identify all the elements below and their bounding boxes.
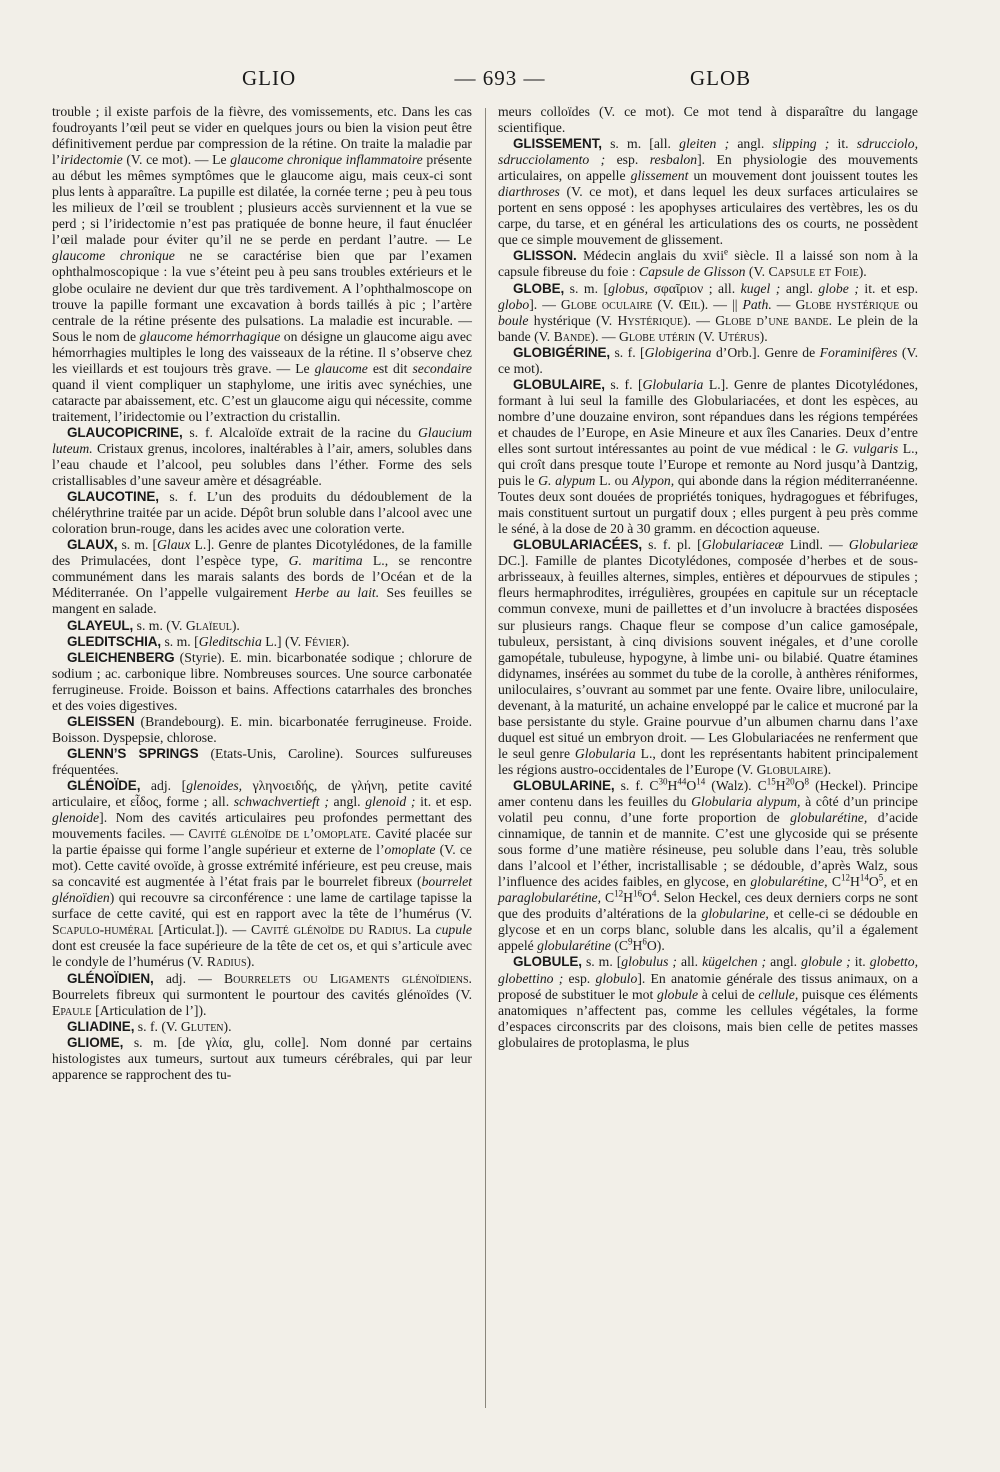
entry-text: [Articulat.]). — (153, 922, 251, 938)
italic-text: glenoides, (186, 777, 243, 793)
entry-text: (Walz). C (705, 777, 767, 793)
entry-text: (Styrie). E. min. bicarbonatée sodique ; chlorure de sodium ; ac. carbonique libre. Nombreuses sources. Une source carbonatée ferrugineuse. Froide. Boisson et bains. Affections catarrhales des bronches et des voies digestives. (52, 649, 472, 713)
italic-text: cupule (435, 922, 472, 938)
entry-text: s. m. [ (581, 954, 622, 970)
dictionary-entry (52, 971, 472, 1019)
entry-text: H (849, 874, 860, 890)
italic-text: secondaire (412, 360, 473, 376)
italic-text: Herbe au lait. (294, 585, 380, 601)
entry-text: O (794, 777, 805, 793)
entry-text: trouble ; il existe parfois de la fièvre, des vomissements, etc. Dans les cas foudroyants l’œil peut se vider en quelques jours ou bien la vision peut être définitivement perdue par compression de la rétine. On traite la maladie par l’ (52, 104, 472, 168)
superscript: 15 (766, 776, 776, 787)
small-caps-text: Capsule et Foie (768, 264, 859, 280)
italic-text: globularétine (537, 938, 611, 954)
small-caps-text: Cavité glénoïde du Radius. (250, 922, 412, 938)
small-caps-text: Globe d’une bande. (715, 312, 833, 328)
entry-text: esp. (563, 970, 596, 986)
entry-text: ). (823, 761, 832, 777)
entry-text: adj. [ (140, 777, 187, 793)
italic-text: glaucome (314, 360, 368, 376)
small-caps-text: Glaïeul (185, 617, 232, 633)
entry-text: L., se rencontre communément dans les marais salants des bords de l’Océan et de la Méditerranée. On l’appelle vulgairement (52, 553, 472, 601)
dictionary-entry (52, 489, 472, 537)
dictionary-entry (498, 377, 918, 537)
dictionary-entry (52, 714, 472, 746)
entry-text: (Brandebourg). E. min. bicarbonatée ferrugineuse. Froide. Boisson. Dyspepsie, chlorose. (52, 713, 472, 745)
italic-text: G. vulgaris (835, 440, 899, 456)
small-caps-text: Hystérique (617, 312, 683, 328)
entry-text: (Etats-Unis, Caroline). Sources sulfureuses fréquentées. (52, 745, 472, 777)
entry-text: s. m. (V. (133, 617, 186, 633)
entry-text: Cristaux grenus, incolores, inaltérables à l’air, amers, solubles dans l’eau chaude et l’alcool, peu solubles dans l’éther. Forme des sels cristallisables d’une saveur amère et désagréable. (52, 440, 472, 489)
dictionary-entry (498, 778, 918, 955)
entry-text: H (775, 777, 786, 793)
superscript: 9 (628, 936, 633, 947)
small-caps-text: Scapulo-huméral (52, 922, 154, 938)
dictionary-entry (498, 104, 918, 136)
entry-text: DC.]. Famille de plantes Dicotylédones, composée d’herbes et de sous-arbrisseaux, à feuilles alternes, simples, entières et dépourvues de stipules ; fleurs hermaphrodites, irrégulières, groupées en capitule sur un réceptacle commun convexe, muni de paillettes et d’un involucre à bractées disposées sur plusieurs rangs. Chaque fleur se compose d’un calice gamosépale, tubuleux, persistant, à cinq divisions souvent inégales, et d’une corolle gamopétale, tubuleuse, hypogyne, à limbe uni- ou bilabié. Quatre étamines didynames, insérées au sommet du tube de la corolle, à anthères réniformes, uniloculaires, s’ouvrant au sommet par une fente. Ovaire libre, uniloculaire, devenant, à la maturité, un achaine enveloppé par le calice et mucroné par la base persistante du style. Graine pourvue d’un albumen charnu dans l’axe duquel est situé un embryon droit. — Les Globulariacées ne renferment que le seul genre (498, 553, 918, 761)
superscript: 14 (859, 872, 869, 883)
entry-text: d’Orb.]. Genre de (711, 344, 820, 360)
superscript: 16 (632, 888, 642, 899)
dictionary-entry (52, 1035, 472, 1083)
page-number: — 693 — (454, 66, 546, 90)
italic-text: boule (498, 312, 529, 328)
entry-text: L. ou (595, 473, 632, 489)
entry-text: angl. (328, 794, 366, 810)
italic-text: Gleditschia (198, 633, 262, 649)
superscript: 12 (614, 888, 624, 899)
entry-text: O (686, 777, 697, 793)
entry-text: Ses feuilles se mangent en salade. (52, 585, 472, 617)
entry-headword: GLEISSEN (67, 713, 135, 729)
entry-text: H (632, 938, 643, 954)
italic-text: gleiten ; (679, 136, 730, 152)
entry-headword: GLOBIGÉRINE, (513, 344, 611, 360)
superscript: 12 (840, 872, 850, 883)
entry-text: à côté d’un principe volatil peu connu, d’une forte proportion de (498, 794, 919, 826)
entry-text: ou (899, 296, 918, 312)
entry-text: Médecin anglais du xvii (576, 248, 724, 264)
italic-text: G. alypum (538, 473, 596, 489)
entry-text: à celui de (698, 986, 759, 1002)
italic-text: schwachvertieft ; (233, 794, 329, 810)
entry-text: Lindl. — (783, 537, 849, 553)
entry-text: ). (231, 617, 240, 633)
entry-headword: GLOBULE, (513, 954, 582, 970)
entry-text: C (601, 890, 615, 906)
superscript: 4 (651, 888, 657, 899)
entry-text: s. f. L’un des produits du dédoublement de la chélérythrine traitée par un acide. Dépôt brun soluble dans l’alcool avec une coloration brun-rouge, dans les acides avec une coloration verte. (52, 489, 472, 537)
entry-headword: GLOBE, (513, 280, 565, 296)
dictionary-entry (52, 650, 472, 714)
entry-headword: GLAUCOTINE, (67, 489, 159, 505)
entry-text: ). — || (700, 296, 743, 312)
entry-text: it. (850, 954, 870, 970)
left-column (52, 104, 472, 1404)
italic-text: Globigerina (644, 344, 712, 360)
small-caps-text: Epaule (52, 1002, 92, 1018)
italic-text: cellule, (758, 986, 799, 1002)
entry-text: C (827, 874, 841, 890)
entry-text: (V. ce mot), et dans lequel les deux surfaces articulaires se portent en sens opposé : les apophyses articulaires des vertèbres, les os du carpe, du tarse, et en général les articulations des os courts, ne possèdent que ce simple mouvement de glissement. (498, 184, 918, 248)
dictionary-entry (498, 136, 918, 248)
entry-text: est dit (367, 360, 413, 376)
entry-text: on désigne un glaucome aigu avec hémorrhagies multiples le long des vaisseaux de la rétine. Il s’observe chez les vieillards et est toujours très grave. — Le (52, 328, 472, 376)
entry-text: L., dont les représentants habitent principalement les régions austro-occidentales de l’Europe (V. (498, 745, 918, 777)
italic-text: Globulariaceæ (701, 537, 784, 553)
entry-text: ). — (590, 328, 620, 344)
dictionary-entry (52, 618, 472, 634)
entry-text: adj. — (153, 970, 225, 986)
entry-text: L.]. Genre de plantes Dicotylédones, formant à lui seul la famille des Globulariacées, et dont les espèces, au nombre d’une douzaine environ, sont répandues dans les régions tempérées et chaudes de l’Europe, en Asie Mineure et aux îles Canaries. Deux d’entre elles sont surtout intéressantes au point de vue médical : le (498, 376, 919, 456)
italic-text: Glaux (157, 537, 191, 553)
italic-text: glaucome hémorrhagique (139, 328, 281, 344)
entry-text: ne se caractérise bien que par l’examen ophthalmoscopique : la vue s’éteint peu à peu sans troubles extérieurs et le globe oculaire ne devient dur que très tardivement. A l’ophthalmoscope on trouve la papille formant une excavation à bords taillés à pic ; l’artère centrale de la rétine présente des pulsations. La maladie est incurable. — Sous le nom de (52, 248, 472, 344)
entry-text: qui abonde dans la région méditerranéenne. Toutes deux sont douées de propriétés toniques, hydragogues et fébrifuges, mais constituent surtout un purgatif doux ; elles purgent à peu près comme le séné, à la dose de 20 à 30 gramm. en décoction aqueuse. (498, 473, 918, 537)
dictionary-entry (52, 1019, 472, 1035)
italic-text: globo (498, 296, 530, 312)
small-caps-text: Globe utérin (619, 328, 696, 344)
entry-text: s. f. pl. [ (642, 537, 702, 553)
small-caps-text: Œil (678, 296, 701, 312)
entry-text: all. (677, 954, 703, 970)
entry-text: s. f. C (614, 777, 659, 793)
superscript: 8 (804, 776, 810, 787)
italic-text: Globularia (574, 745, 636, 761)
entry-text: (V. (652, 296, 679, 312)
italic-text: glaucome chronique inflammatoire (230, 152, 423, 168)
small-caps-text: Globulaire (756, 761, 824, 777)
entry-text: Bourrelets fibreux qui surmontent le pourtour des cavités glénoïdes (V. (52, 986, 472, 1002)
entry-headword: GLOBULARINE, (513, 777, 615, 793)
entry-text: Le plein de la bande (V. (498, 312, 918, 344)
entry-text: s. m. [ (564, 280, 609, 296)
entry-text: (V. ce mot). — Le (122, 152, 231, 168)
header-right-guideword: GLOB (690, 66, 752, 90)
superscript: 14 (696, 776, 706, 787)
small-caps-text: Globe oculaire (560, 296, 653, 312)
entry-text: esp. (605, 152, 650, 168)
entry-text: ). — (682, 312, 716, 328)
small-caps-text: Bande (553, 328, 591, 344)
italic-text: paraglobularétine, (498, 890, 602, 906)
italic-text: Globularia (642, 376, 704, 392)
italic-text: glenoid ; (365, 794, 416, 810)
entry-headword: GLIOME, (67, 1034, 124, 1050)
italic-text: Capsule de Glisson (639, 264, 746, 280)
entry-text: angl. (780, 280, 819, 296)
entry-text: d’acide cinnamique, de tannin et de mannite. C’est une glycoside qui se présente sous forme d’une matière résineuse, peu soluble dans l’eau, très soluble dans l’alcool et l’éther, incristallisable ; se dédouble, d’après Walz, sous l’influence des acides faibles, en glycose, en (498, 810, 918, 890)
dictionary-entry (498, 345, 918, 377)
entry-text: présente au début les mêmes symptômes que le glaucome aigu, mais ceux-ci sont plus lents à apparaître. La pupille est dilatée, la cornée terne ; peu à peu tous les milieux de l’œil se troublent ; plusieurs accès surviennent et la vue se perd ; si l’iridectomie n’est pas pratiquée de bonne heure, il faut énucléer l’œil malade pour éviter qu’il ne se perde en perdant l’autre. — Le (52, 152, 472, 248)
page-header (0, 66, 1000, 102)
entry-headword: GLEDITSCHIA, (67, 633, 162, 649)
entry-text: Cavité placée sur la partie épaisse qui forme l’angle supérieur et externe de l’ (52, 826, 472, 858)
entry-text: L.] (V. (261, 633, 305, 649)
italic-text: Globularia alypum, (691, 794, 801, 810)
entry-text: O (868, 874, 879, 890)
italic-text: glaucome chronique (52, 248, 175, 264)
dictionary-entry (52, 634, 472, 650)
entry-text: meurs colloïdes (V. ce mot). Ce mot tend à disparaître du langage scientifique. (498, 104, 918, 136)
italic-text: Globularieæ (848, 537, 919, 553)
superscript: 5 (878, 872, 884, 883)
entry-text: ). (858, 264, 867, 280)
entry-text: s. f. (V. (134, 1018, 181, 1034)
entry-text: ). (223, 1018, 232, 1034)
entry-headword: GLOBULARIACÉES, (513, 537, 643, 553)
entry-text: (V. ce mot). Cette cavité ovoïde, à grosse extrémité inférieure, est peu creuse, mais sa concavité est augmentée à l’état frais par le bourrelet fibreux ( (52, 842, 473, 890)
entry-text: ]. En anatomie générale des tissus animaux, on a proposé de substituer le mot (498, 970, 918, 1002)
small-caps-text: Bourrelets ou Ligaments glénoïdiens. (224, 970, 472, 986)
entry-headword: GLISSON. (513, 248, 577, 264)
italic-text: glissement (630, 168, 689, 184)
entry-headword: GLIADINE, (67, 1018, 135, 1034)
superscript: 30 (658, 776, 668, 787)
dictionary-entry (498, 954, 918, 1050)
small-caps-text: Utérus (718, 328, 760, 344)
italic-text: globularétine, (750, 874, 828, 890)
italic-text: kügelchen ; (702, 954, 767, 970)
entry-headword: GLEICHENBERG (67, 649, 175, 665)
italic-text: bourrelet glénoïdien (52, 874, 472, 906)
entry-text: puisque ces éléments anatomiques n’affectent pas, comme les cellules végétales, la forme d’espaces circonscrits par des cloisons, mais bien celle de petites masses globulaires de protoplasma, le plus (498, 986, 918, 1050)
entry-text: ) qui recouvre sa circonférence : une lame de cartilage tapisse la surface de cette cavité, qui est en rapport avec la tête de l’humérus (V. (52, 890, 472, 922)
italic-text: Path. (742, 296, 772, 312)
column-divider (485, 108, 486, 1408)
entry-text: (V. ce mot). (498, 344, 918, 376)
entry-text: ]. — (529, 296, 561, 312)
entry-text: siècle. Il a laissé son nom à la capsule fibreuse du foie : (498, 248, 918, 280)
italic-text: globule ; (801, 954, 851, 970)
superscript: 6 (642, 936, 647, 947)
entry-text: et celle-ci se dédouble en glycose et en un corps blanc, soluble dans les alcalis, qu’il a également appelé (498, 906, 918, 954)
entry-text: ). (246, 954, 255, 970)
entry-text: γληνοειδής, de γλήνη, petite cavité articulaire, et εἶδος, forme ; all. (52, 777, 473, 810)
entry-headword: GLAYEUL, (67, 617, 134, 633)
small-caps-text: Févier (304, 633, 342, 649)
entry-text: La (411, 922, 436, 938)
dictionary-entry (52, 425, 472, 489)
entry-text: ). (341, 633, 350, 649)
small-caps-text: Gluten (180, 1018, 224, 1034)
italic-text: diarthroses (498, 184, 560, 200)
dictionary-entry (498, 537, 918, 778)
dictionary-entry (52, 746, 472, 778)
entry-text: — (771, 296, 796, 312)
entry-text: [Articulation de l’]). (91, 1002, 207, 1018)
entry-headword: GLAUX, (67, 537, 118, 553)
entry-text: (Heckel). Principe amer contenu dans les feuilles du (498, 777, 919, 810)
entry-text: angl. (766, 954, 802, 970)
entry-text: ). (759, 328, 768, 344)
italic-text: G. maritima (288, 553, 363, 569)
entry-text: H (623, 890, 633, 906)
entry-text: dont est creusée la face supérieure de la tête de cet os, et qui s’articule avec le condyle de l’humérus (V. (52, 938, 472, 970)
entry-text: it. et esp. (858, 280, 918, 296)
entry-text: s. m. [ (161, 633, 199, 649)
entry-text: H (667, 777, 678, 793)
entry-text: O (641, 890, 652, 906)
italic-text: globe ; (818, 280, 859, 296)
entry-text: s. m. [de γλία, glu, colle]. Nom donné par certains histologistes aux tumeurs, surtout aux tumeurs cérébrales, qui par leur apparence se rapprochent des tu- (52, 1034, 472, 1082)
italic-text: slipping ; (772, 136, 830, 152)
entry-text: it. et esp. (415, 794, 472, 810)
italic-text: resbalon (649, 152, 698, 168)
italic-text: kugel ; (740, 280, 781, 296)
italic-text: glenoide (52, 810, 100, 826)
entry-text: L., qui croît dans presque toute l’Europe et remonte au Nord jusqu’à Dantzig, puis le (498, 440, 918, 489)
entry-text: . Selon Heckel, ces deux derniers corps ne sont que des produits d’altérations de la (498, 890, 918, 922)
dictionary-entry (52, 104, 472, 425)
italic-text: globetto, globettino ; (498, 954, 918, 986)
dictionary-entry (52, 537, 472, 617)
entry-text: , et en (883, 874, 918, 890)
italic-text: Alypon, (632, 473, 675, 489)
entry-text: s. m. [ (117, 537, 158, 553)
entry-headword: GLOBULAIRE, (513, 376, 605, 392)
small-caps-text: Cavité glénoïde de l’omoplate. (188, 826, 372, 842)
italic-text: iridectomie (60, 152, 123, 168)
dictionary-entry (498, 281, 918, 345)
entry-text: s. f. Alcaloïde extrait de la racine du (182, 424, 419, 440)
superscript: e (724, 246, 728, 257)
superscript: 20 (785, 776, 795, 787)
entry-text: it. (829, 136, 857, 152)
header-left-guideword: GLIO (242, 66, 297, 90)
entry-headword: GLÉNOÏDIEN, (67, 970, 154, 986)
dictionary-entry (498, 248, 918, 280)
entry-text: angl. (729, 136, 773, 152)
entry-headword: GLISSEMENT, (513, 136, 602, 152)
entry-text: s. m. [all. (601, 136, 680, 152)
entry-text: un mouvement dont jouissent toutes les (688, 168, 918, 184)
entry-text: s. f. [ (604, 376, 643, 392)
entry-text: (V. (745, 264, 769, 280)
superscript: 44 (677, 776, 687, 787)
small-caps-text: Radius (206, 954, 247, 970)
entry-text: ]. Nom des cavités articulaires peu profondes permettant des mouvements faciles. — (52, 810, 472, 842)
italic-text: globus, (608, 280, 649, 296)
italic-text: globularine, (701, 906, 769, 922)
entry-text: σφαῖριον ; all. (648, 280, 741, 296)
entry-headword: GLAUCOPICRINE, (67, 424, 183, 440)
entry-text: (V. (695, 328, 719, 344)
italic-text: globularétine, (790, 810, 868, 826)
small-caps-text: Globe hystérique (795, 296, 900, 312)
right-column (498, 104, 918, 1404)
entry-text: O). (646, 938, 665, 954)
dictionary-entry (52, 778, 472, 971)
italic-text: Glaucium luteum. (52, 424, 472, 456)
entry-text: ]. En physiologie des mouvements articulaires, on appelle (498, 152, 918, 184)
entry-text: hystérique (V. (528, 312, 618, 328)
entry-text: L.]. Genre de plantes Dicotylédones, de la famille des Primulacées, dont l’espèce type, (52, 537, 473, 569)
italic-text: globulus ; (621, 954, 677, 970)
italic-text: omoplate (384, 842, 436, 858)
italic-text: globule (657, 986, 699, 1002)
italic-text: sdrucciolo, sdrucciolamento ; (498, 136, 918, 168)
italic-text: globulo (595, 970, 638, 986)
entry-headword: GLÉNOÏDE, (67, 777, 141, 793)
italic-text: Foraminifères (819, 344, 898, 360)
entry-text: s. f. [ (610, 344, 645, 360)
entry-text: quand il vient compliquer un staphylome, une iritis avec synéchies, une cataracte par abaissement, etc. C’est un glaucome aigu qui nécessite, comme traitement, l’iridectomie ou l’extraction du cristallin. (52, 376, 472, 424)
entry-headword: GLENN’S SPRINGS (67, 745, 199, 761)
entry-text: (C (610, 938, 629, 954)
